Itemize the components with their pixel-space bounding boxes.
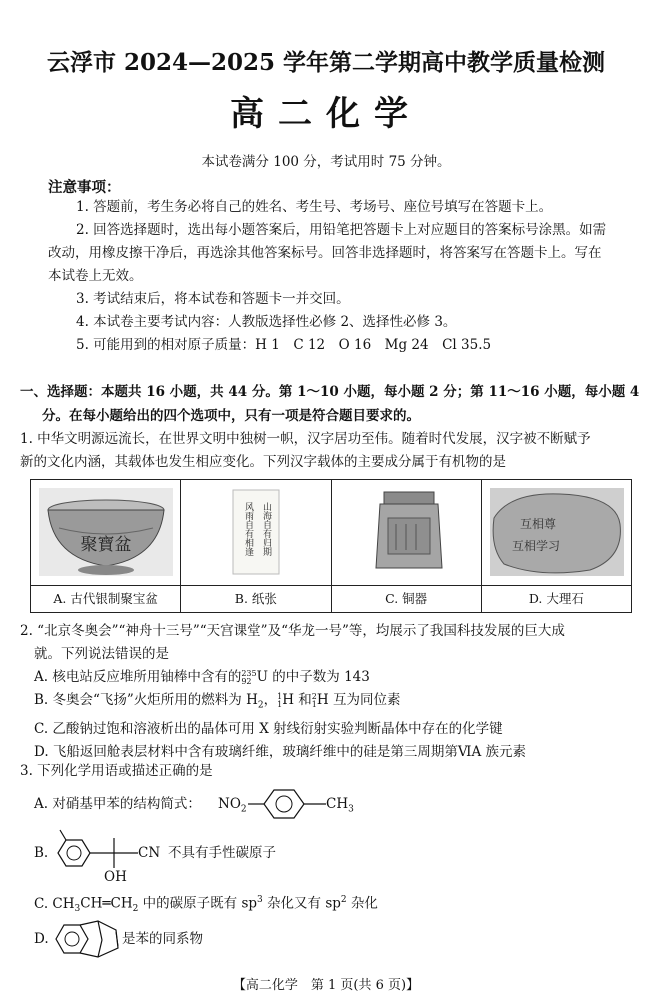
paper-text-left: 风雨自有相逢 [243, 502, 254, 556]
notice-item-3: 3. 考试结束后，将本试卷和答题卡一并交回。 [76, 291, 350, 307]
q3-b-label: B. [34, 845, 49, 861]
question-3 [20, 760, 640, 783]
q2-a-text: A. 核电站反应堆所用铀棒中含有的 [34, 669, 242, 685]
q3-c-text-1: C. CH [34, 895, 75, 912]
q2-b-h1-number: 1 [277, 699, 283, 709]
q2-a-nuclide [241, 670, 256, 686]
q2-option-a[interactable] [20, 666, 640, 689]
notice-item-2: 2. 回答选择题时，选出每小题答案后，用铅笔把答题卡上对应题目的答案标号涂黑。如需改动，用橡皮擦干净后，再选涂其他答案标号。回答非选择题时，将答案写在答题卡上。写在本试卷上无效。 [48, 222, 607, 284]
q1-option-d-label: D. 大理石 [482, 585, 631, 612]
q1-option-a[interactable] [31, 480, 181, 612]
notice-item-1: 1. 答题前，考生务必将自己的姓名、考生号、考场号、座位号填写在答题卡上。 [76, 199, 553, 215]
q2-b-h2-mass: 2 [311, 691, 317, 701]
notice-item-5: 5. 可能用到的相对原子质量：H 1 C 12 O 16 Mg 24 Cl 35.5 [76, 337, 492, 353]
q2-b-h2-number: 1 [311, 699, 317, 709]
section-line-1: 一、选择题：本题共 16 小题，共 44 分。第 1～10 小题，每小题 2 分；第 11～16 小题，每小题 4 [20, 384, 640, 400]
q3-b-oh: OH [104, 869, 127, 885]
paper-text-right: 山海自有归期 [261, 502, 272, 556]
q2-option-b[interactable] [20, 689, 640, 718]
q2-a-number: 92 [241, 676, 252, 686]
notice-list [48, 196, 613, 357]
q3-a-text: A. 对硝基甲苯的结构简式： [34, 796, 201, 812]
q2-a-text-end: 的中子数为 143 [268, 669, 370, 685]
q3-a-no2-text: NO [218, 796, 241, 812]
q3-c-sub-2: 2 [132, 904, 139, 915]
question-2 [20, 620, 640, 764]
q3-b-structure [52, 828, 142, 888]
q3-b-cn: CN [138, 845, 161, 861]
section-heading [20, 380, 645, 428]
q3-c-text-5: 杂化 [346, 895, 378, 912]
q2-b-text-end: H 互为同位素 [316, 692, 401, 708]
q3-c-text-2: CH═CH [80, 895, 133, 912]
q3-option-b[interactable] [20, 828, 640, 888]
q1-stem-1: 1. 中华文明源远流长，在世界文明中独树一帜，汉字居功至伟。随着时代发展，汉字被不断赋予 [20, 431, 591, 447]
q2-a-mass: 235 [241, 668, 257, 678]
q3-option-a[interactable] [20, 793, 640, 823]
q3-c-sub-1: 3 [74, 904, 81, 915]
q2-b-h1-mass: 1 [277, 691, 283, 701]
q1-option-b-label: B. 纸张 [181, 585, 330, 612]
q3-a-ch3 [326, 793, 354, 822]
q2-b-comma: ， [263, 692, 278, 708]
q3-a-benzene-ring [246, 787, 334, 821]
question-1 [20, 428, 640, 474]
q3-c-text-3: 中的碳原子既有 sp [138, 895, 258, 912]
q1-option-d[interactable] [482, 480, 631, 612]
stone-text-1: 互相尊 [519, 517, 556, 531]
q3-d-text: 是苯的同系物 [122, 931, 203, 947]
marble-stone-image [490, 488, 624, 576]
q3-a-ch3-sub: 3 [348, 804, 354, 815]
notice-heading: 注意事项： [48, 179, 121, 196]
q3-c-sup-1: 3 [257, 895, 263, 905]
q2-stem-2: 就。下列说法错误的是 [34, 646, 169, 662]
stone-text-2: 互相学习 [511, 539, 560, 553]
page-footer: 【高二化学 第 1 页(共 6 页)】 [232, 978, 420, 993]
paper-image [189, 488, 323, 576]
q1-option-a-label: A. 古代银制聚宝盆 [31, 585, 180, 612]
q3-d-label: D. [34, 931, 49, 947]
q2-a-element: U [256, 669, 269, 685]
exam-info: 本试卷满分 100 分，考试用时 75 分钟。 [201, 154, 451, 170]
q3-c-text-4: 杂化又有 sp [262, 895, 341, 912]
q2-b-and: H 和 [282, 692, 312, 708]
q2-option-c[interactable]: C. 乙酸钠过饱和溶液析出的晶体可用 X 射线衍射实验判断晶体中存在的化学键 [34, 720, 503, 737]
exam-title: 云浮市 2024—2025 学年第二学期高中教学质量检测 [46, 49, 606, 76]
q3-stem: 3. 下列化学用语或描述正确的是 [20, 763, 213, 779]
bowl-inscription: 聚寶盆 [80, 535, 132, 555]
q2-stem-1: 2. “北京冬奥会”“神舟十三号”“天宫课堂”及“华龙一号”等，均展示了我国科技发展的巨大成 [20, 623, 565, 639]
bronze-vessel-image [340, 488, 474, 576]
notice-item-4: 4. 本试卷主要考试内容：人教版选择性必修 2、选择性必修 3。 [76, 314, 457, 330]
section-line-2: 分。在每小题给出的四个选项中，只有一项是符合题目要求的。 [42, 408, 420, 424]
q3-b-text: 不具有手性碳原子 [168, 845, 276, 861]
subject-title: 高二化学 [230, 94, 422, 134]
q3-option-c[interactable] [20, 889, 640, 921]
q3-a-no2 [218, 793, 247, 822]
q2-b-text: B. 冬奥会“飞扬”火炬所用的燃料为 H [34, 692, 258, 708]
q2-b-sub: 2 [257, 700, 264, 711]
q1-stem-2: 新的文化内涵，其载体也发生相应变化。下列汉字载体的主要成分属于有机物的是 [20, 454, 506, 470]
q1-option-c[interactable] [332, 480, 482, 612]
q1-options-table [30, 479, 632, 613]
q3-d-structure [52, 918, 124, 960]
silver-bowl-image [39, 488, 173, 576]
q1-option-b[interactable] [181, 480, 331, 612]
q3-a-ch3-text: CH [326, 796, 349, 812]
q3-a-no2-sub: 2 [240, 804, 247, 815]
q3-c-sup-2: 2 [340, 895, 347, 905]
q3-option-d[interactable] [20, 918, 640, 960]
q2-option-d[interactable]: D. 飞船返回舱表层材料中含有玻璃纤维，玻璃纤维中的硅是第三周期第ⅥA 族元素 [34, 743, 527, 760]
q1-option-c-label: C. 铜器 [332, 585, 481, 612]
